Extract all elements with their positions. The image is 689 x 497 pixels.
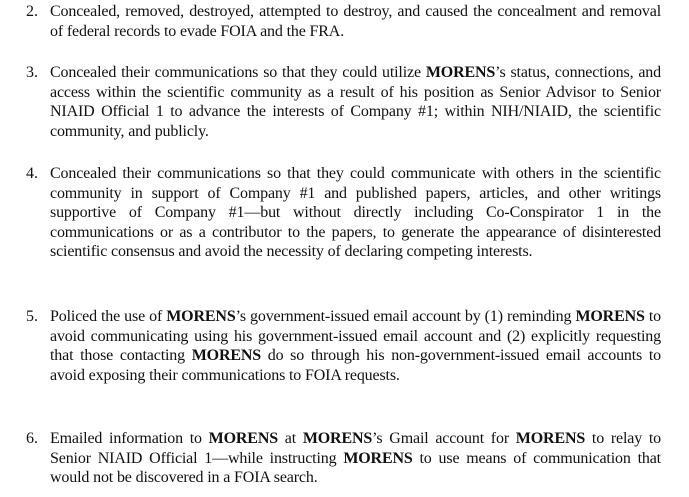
bold-name: MORENS [302, 430, 373, 447]
text-segment: ’s status, connections, and access within the scientific community as a result of his position as Senior Advisor to Senior NIAID Official 1 to advance the interests of Company #1; within NIH/NIAID, the scientific community, and publicly. [50, 64, 662, 140]
item-text [50, 2, 661, 41]
bold-name: MORENS [515, 430, 586, 447]
bold-name: MORENS [208, 430, 278, 447]
item-text [50, 307, 661, 385]
bold-name: MORENS [575, 308, 645, 325]
text-segment: to avoid communicating using his government-issued email account and (2) explicitly requesting that those contacting [50, 308, 661, 365]
text-segment: ’s government-issued email account by (1) reminding [235, 308, 576, 325]
text-segment: to use means of communication that would not be discovered in a FOIA search. [50, 449, 661, 487]
bold-name: MORENS [343, 449, 413, 467]
item-number: 4. [26, 165, 38, 182]
text-segment: Concealed their communications so that they could utilize [50, 64, 426, 81]
bold-name: MORENS [425, 64, 496, 81]
bold-name: MORENS [166, 308, 236, 325]
text-segment: do so through his non-government-issued email accounts to avoid exposing their communications to FOIA requests. [50, 347, 662, 384]
text-segment: Concealed, removed, destroyed, attempted to destroy, and caused the concealment and removal of federal records to evade FOIA and the FRA. [50, 3, 661, 40]
item-number: 2. [26, 3, 38, 20]
bold-name: MORENS [191, 347, 262, 365]
text-segment: at [277, 430, 303, 447]
item-text [50, 429, 661, 488]
text-segment: ’s Gmail account for [372, 430, 516, 447]
item-number: 3. [26, 64, 38, 81]
text-segment: Emailed information to [50, 430, 209, 447]
item-number: 6. [26, 430, 38, 447]
item-text [50, 164, 661, 262]
item-text [50, 63, 661, 141]
item-number: 5. [26, 308, 38, 325]
text-segment: Concealed their communications so that they could communicate with others in the scientific community in support of Company #1 and published papers, articles, and other writings supportive of Company #1—but without directly including Co-Conspirator 1 in the communications or as a contributor to the papers, to generate the appearance of disinterested scientific consensus and avoid the necessity of declaring competing interests. [50, 165, 661, 261]
text-segment: Policed the use of [50, 308, 167, 325]
text-segment: to relay to Senior NIAID Official 1—while instructing [50, 430, 661, 467]
